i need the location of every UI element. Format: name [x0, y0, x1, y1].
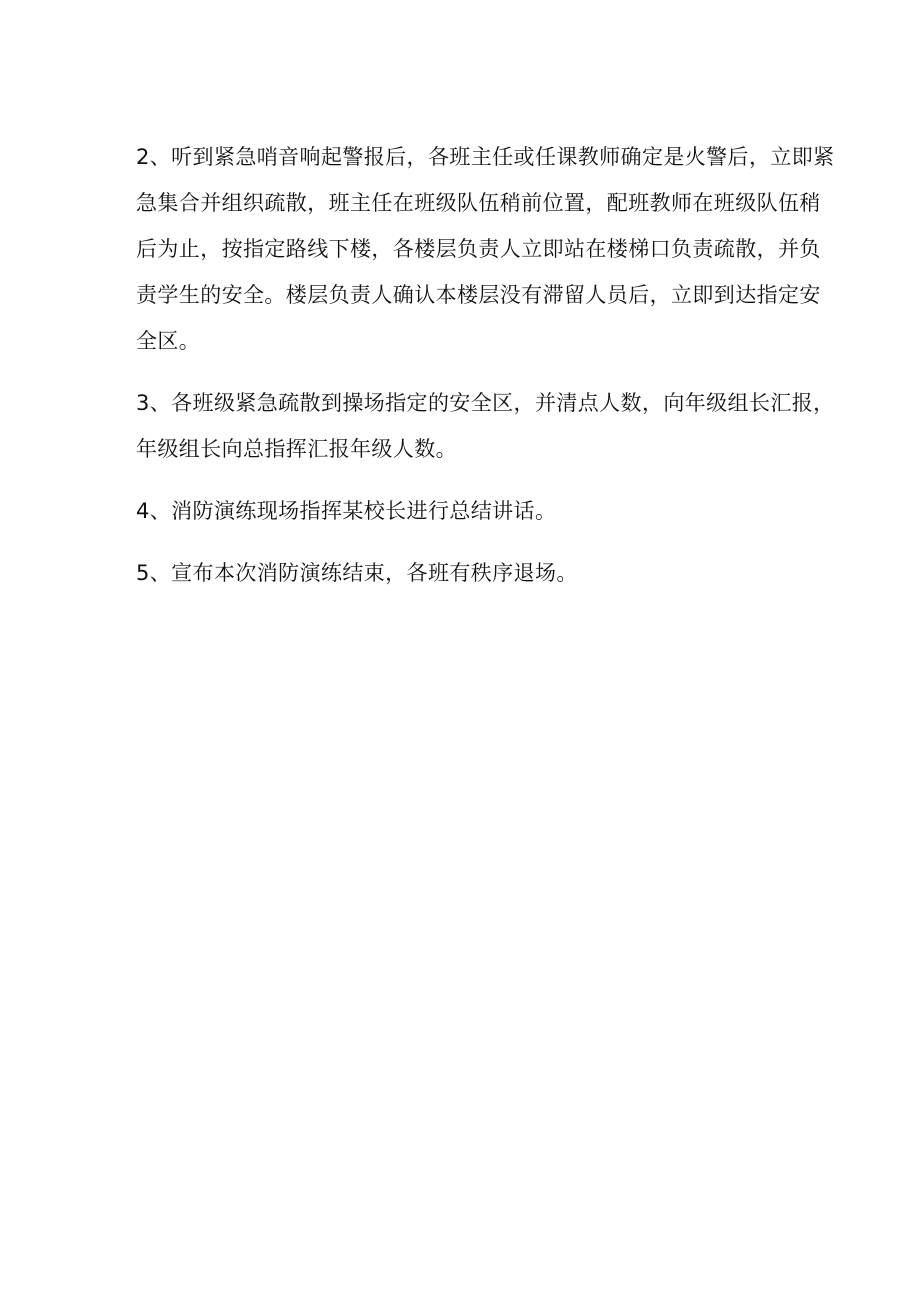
text-line: 责学生的安全。楼层负责人确认本楼层没有滞留人员后，立即到达指定安	[136, 283, 821, 307]
text-line: 急集合并组织疏散，班主任在班级队伍稍前位置，配班教师在班级队伍稍	[136, 191, 821, 215]
paragraph-step-3	[136, 380, 835, 472]
text-line: 年级组长向总指挥汇报年级人数。	[136, 437, 457, 461]
text-line: 2、听到紧急哨音响起警报后，各班主任或任课教师确定是火警后，立即紧	[136, 145, 835, 169]
document-body	[136, 134, 835, 596]
text-line: 5、宣布本次消防演练结束，各班有秩序退场。	[136, 561, 578, 585]
paragraph-step-4	[136, 488, 796, 534]
text-line: 后为止，按指定路线下楼，各楼层负责人立即站在楼梯口负责疏散，并负	[136, 237, 821, 261]
text-line: 3、各班级紧急疏散到操场指定的安全区，并清点人数，向年级组长汇报，	[136, 391, 835, 415]
paragraph-step-5	[136, 550, 796, 596]
text-line: 全区。	[136, 329, 201, 353]
paragraph-step-2	[136, 134, 835, 364]
text-line: 4、消防演练现场指挥某校长进行总结讲话。	[136, 499, 557, 523]
